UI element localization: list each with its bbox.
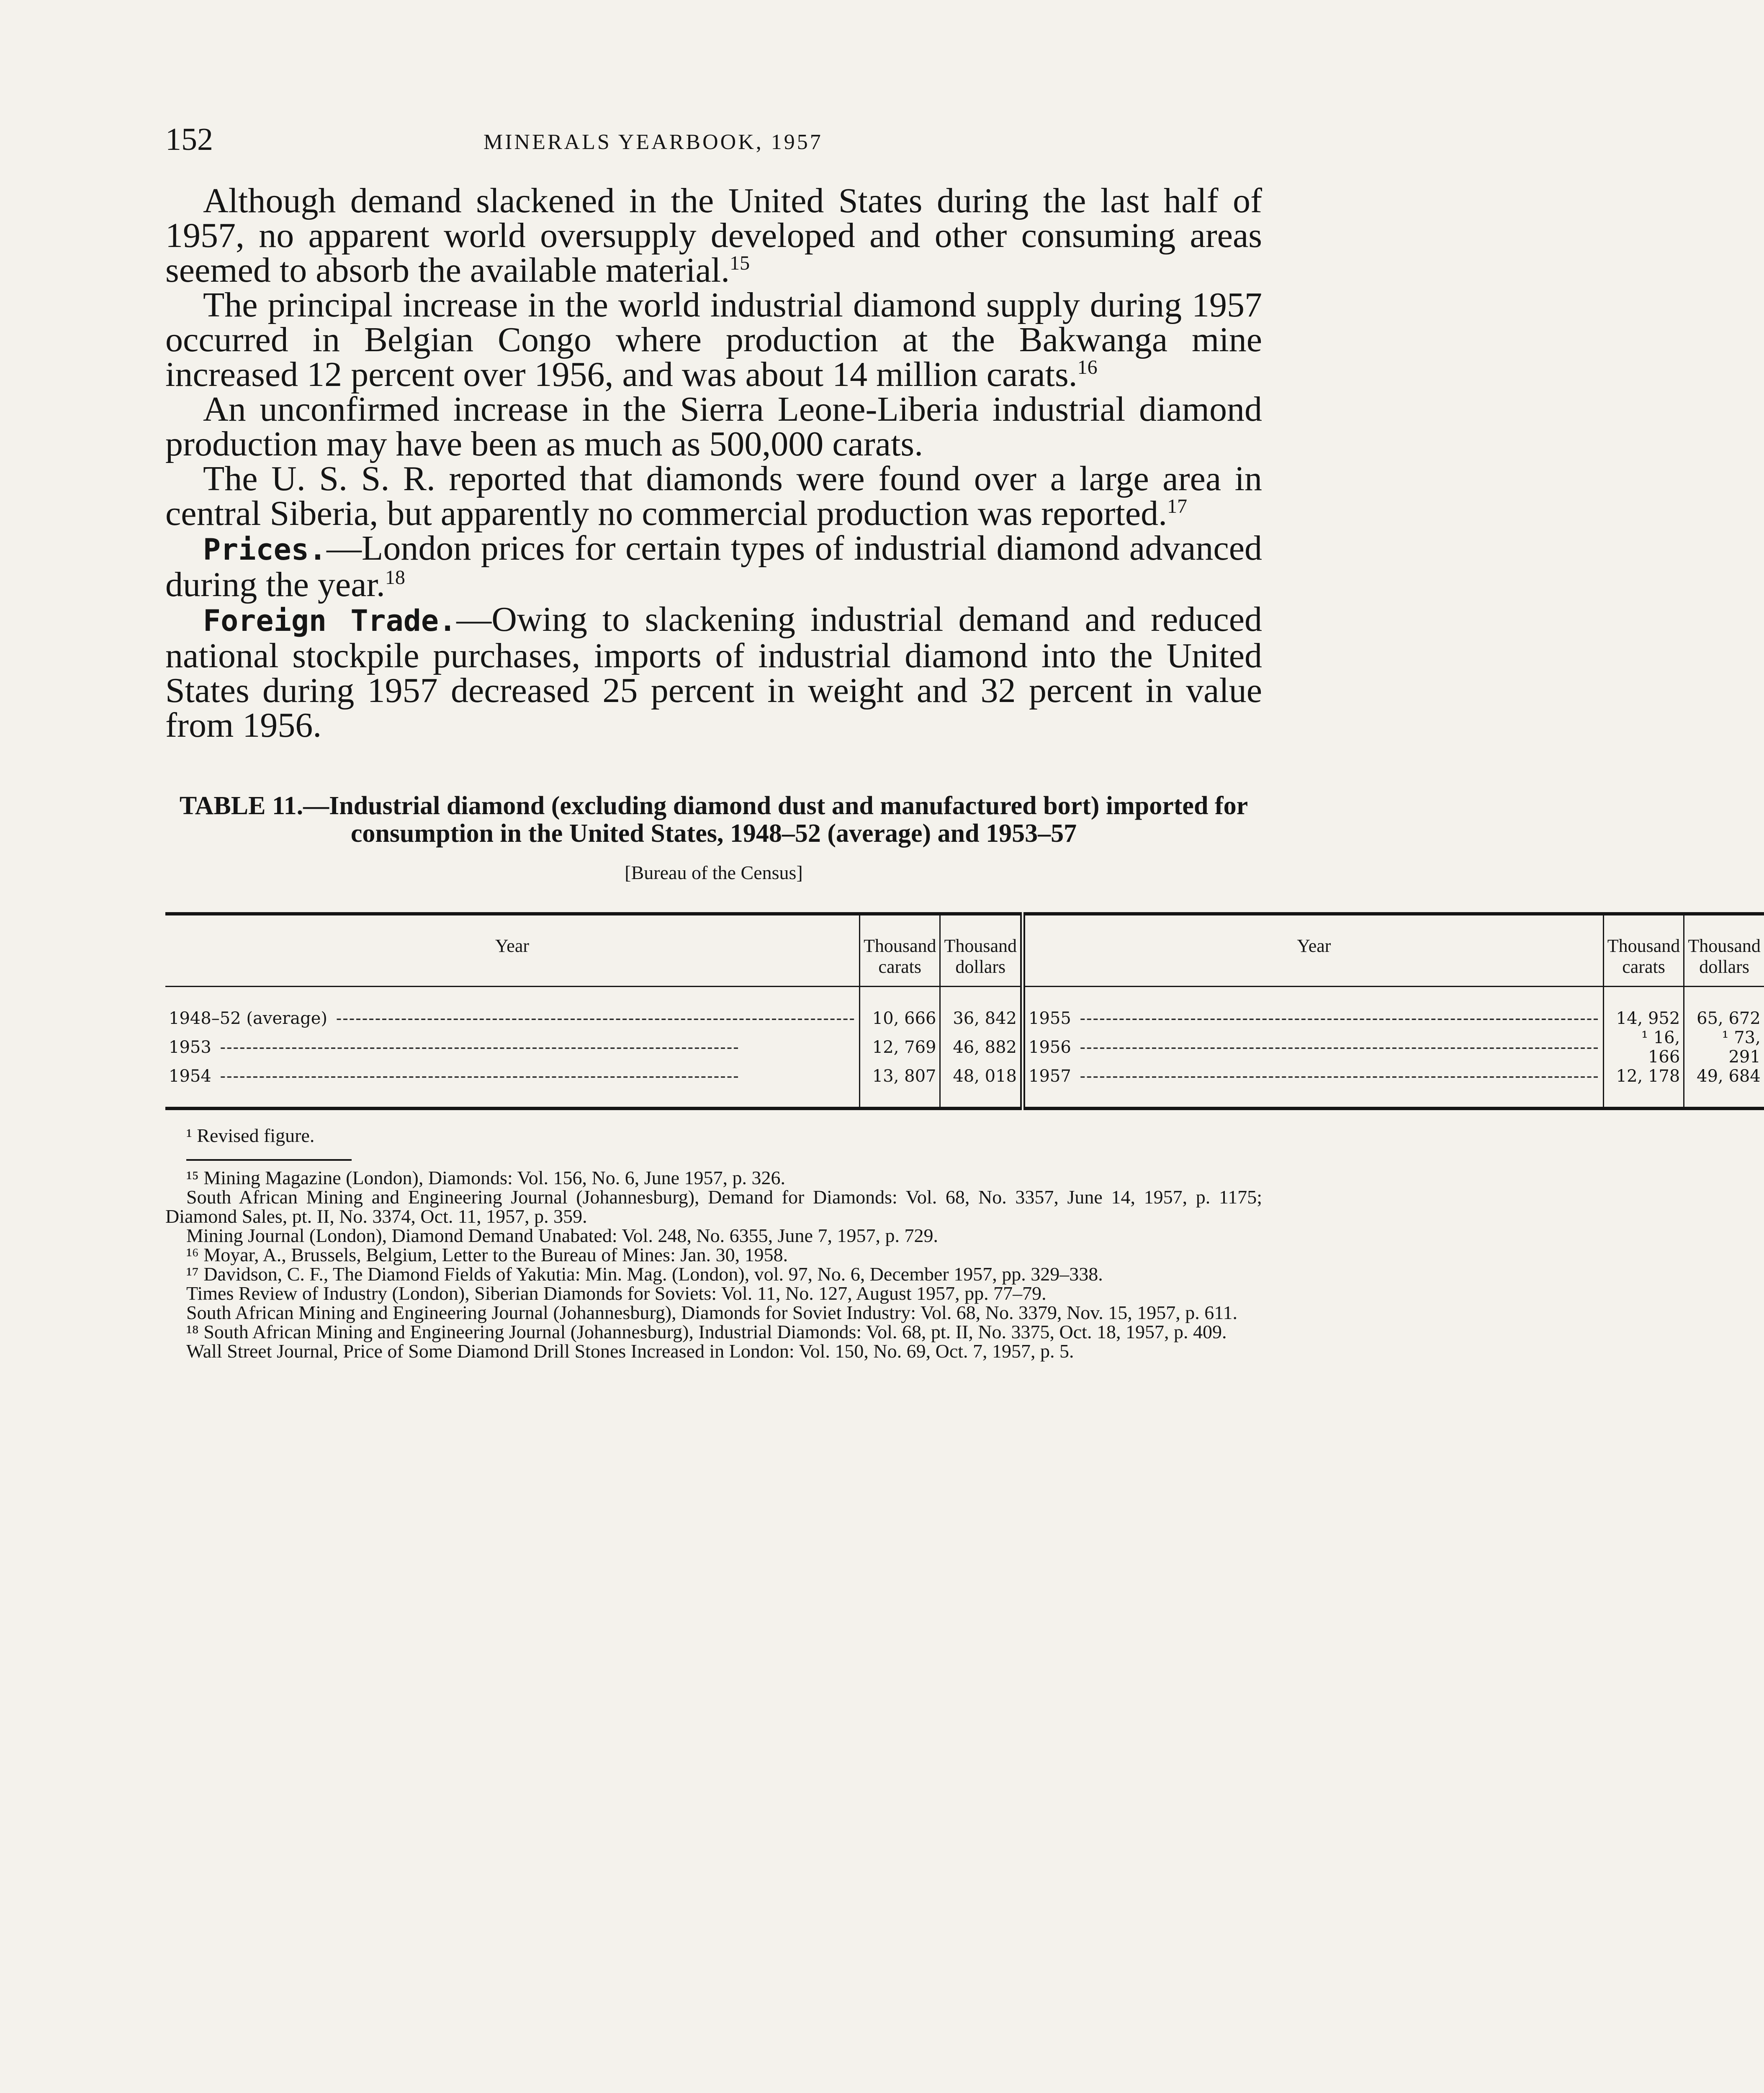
footnote-ref: 15 [730, 252, 750, 274]
dollars-cell: 49, 684 [1684, 1067, 1764, 1108]
column-header: Thousand dollars [1684, 914, 1764, 987]
table-header-row [165, 914, 1764, 987]
carats-cell: 12, 178 [1603, 1067, 1684, 1108]
footnote: Wall Street Journal, Price of Some Diamond Drill Stones Increased in London: Vol. 150, No. 69, Oct. 7, 1957, p. 5. [186, 1340, 1074, 1362]
paragraph-text: Although demand slackened in the United States during the last half of 1957, no apparent world oversupply developed and other consuming areas seemed to absorb the available material. [165, 181, 1262, 290]
paragraph-text: The U. S. S. R. reported that diamonds were found over a large area in central Siberia, but apparently no commercial production was reported. [165, 459, 1262, 533]
year-cell: 1953 ----- [165, 1028, 859, 1067]
table-number: TABLE 11. [179, 792, 303, 820]
dollars-cell: 65, 672 [1684, 987, 1764, 1029]
footnote: Mining Journal (London), Diamond Demand Unabated: Vol. 248, No. 6355, June 7, 1957, p. 729. [186, 1225, 938, 1246]
table-row [165, 1067, 1764, 1108]
footnote: ¹⁵ Mining Magazine (London), Diamonds: Vol. 156, No. 6, June 1957, p. 326. [186, 1167, 786, 1188]
dollars-cell: ¹ 73, 291 [1684, 1028, 1764, 1067]
carats-cell: 13, 807 [859, 1067, 940, 1108]
table-footnote: ¹ Revised figure. [186, 1125, 315, 1146]
footnote: South African Mining and Engineering Journal (Johannesburg), Diamonds for Soviet Industry: Vol. 68, No. 3379, Nov. 15, 1957, p. 611. [186, 1302, 1238, 1323]
page-header [165, 121, 1262, 167]
column-header: Year [495, 936, 530, 956]
dollars-cell: 36, 842 [940, 987, 1023, 1029]
footnote-ref: 16 [1077, 356, 1098, 378]
paragraph-text: —London prices for certain types of industrial diamond advanced during the year. [165, 529, 1262, 604]
footnote-ref: 18 [385, 566, 405, 589]
footnote-divider [186, 1159, 352, 1161]
footnote: ¹⁸ South African Mining and Engineering Journal (Johannesburg), Industrial Diamonds: Vol. 68, pt. II, No. 3375, Oct. 18, 1957, p. 409. [186, 1321, 1227, 1342]
paragraph-text: The principal increase in the world industrial diamond supply during 1957 occurred in Belgian Congo where production at the Bakwanga mine increased 12 percent over 1956, and was about 14 million carats. [165, 285, 1262, 394]
section-lead: Prices. [203, 532, 327, 567]
carats-cell: 12, 769 [859, 1028, 940, 1067]
carats-cell: ¹ 16, 166 [1603, 1028, 1684, 1067]
paragraph [165, 461, 1262, 531]
paragraph [165, 531, 1262, 602]
year-cell: 1948–52 (average) ----- [165, 987, 859, 1029]
footnote: ¹⁶ Moyar, A., Brussels, Belgium, Letter to the Bureau of Mines: Jan. 30, 1958. [186, 1244, 788, 1265]
paragraph-text: An unconfirmed increase in the Sierra Leone-Liberia industrial diamond production may have been as much as 500,000 carats. [165, 390, 1262, 463]
paragraph [165, 183, 1262, 288]
data-table [165, 912, 1764, 1110]
footnote: Times Review of Industry (London), Siberian Diamonds for Soviets: Vol. 11, No. 127, August 1957, pp. 77–79. [186, 1283, 1047, 1304]
paragraph-text: —Owing to slackening industrial demand and reduced national stockpile purchases, imports of industrial diamond into the United States during 1957 decreased 25 percent in weight and 32 percent in value from 1956. [165, 600, 1262, 745]
body-text [165, 183, 1262, 743]
table-caption [165, 792, 1262, 847]
table-source: [Bureau of the Census] [625, 862, 803, 883]
footnote-ref: 17 [1167, 495, 1188, 517]
column-header: Thousand carats [1603, 914, 1684, 987]
column-header: Year [1023, 914, 1603, 987]
dollars-cell: 46, 882 [940, 1028, 1023, 1067]
running-head: MINERALS YEARBOOK, 1957 [483, 130, 823, 154]
section-lead: Foreign Trade. [203, 604, 457, 638]
paragraph [165, 602, 1262, 743]
table-title: —Industrial diamond (excluding diamond dust and manufactured bort) imported for consumption in the United States, 1948–52 (average) and 1953–57 [303, 792, 1248, 848]
carats-cell: 14, 952 [1603, 987, 1684, 1029]
year-cell: 1955 ----- [1023, 987, 1603, 1029]
year-cell: 1954 ----- [165, 1067, 859, 1108]
year-cell: 1957 ----- [1023, 1067, 1603, 1108]
footnote: ¹⁷ Davidson, C. F., The Diamond Fields of Yakutia: Min. Mag. (London), vol. 97, No. 6, December 1957, pp. 329–338. [186, 1263, 1103, 1285]
page-number: 152 [165, 122, 213, 157]
year-cell: 1956 ----- [1023, 1028, 1603, 1067]
footnote: South African Mining and Engineering Journal (Johannesburg), Demand for Diamonds: Vol. 68, No. 3357, June 14, 1957, p. 1175; Diamond Sales, pt. II, No. 3374, Oct. 11, 1957, p. 359. [165, 1186, 1262, 1227]
paragraph [165, 392, 1262, 461]
paragraph [165, 285, 1262, 394]
footnotes [165, 1168, 1262, 1361]
table-row [165, 1028, 1764, 1067]
dollars-cell: 48, 018 [940, 1067, 1023, 1108]
column-header: Thousand carats [859, 914, 940, 987]
column-header: Thousand dollars [940, 914, 1023, 987]
page [165, 121, 1761, 1362]
table-row [165, 987, 1764, 1029]
carats-cell: 10, 666 [859, 987, 940, 1029]
